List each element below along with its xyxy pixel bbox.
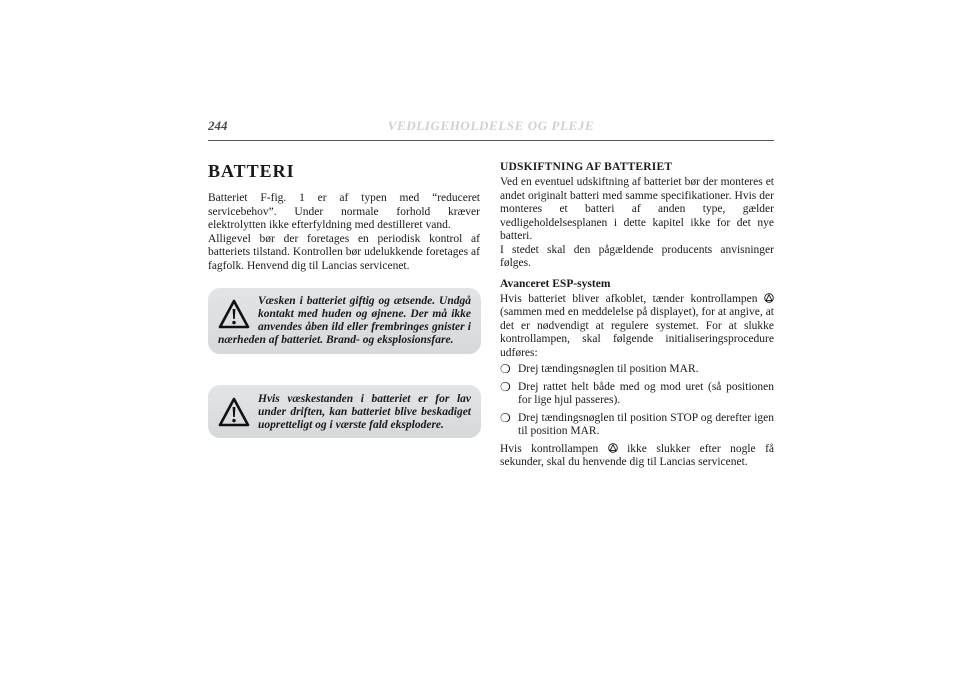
warning-box-1 — [208, 288, 481, 354]
esp-outro — [500, 443, 774, 470]
esp-warning-lamp-icon — [608, 443, 618, 453]
warning-box-2 — [208, 385, 481, 438]
list-item: ❍ Drej tændingsnøglen til position MAR. — [500, 362, 699, 376]
esp-warning-lamp-icon — [764, 293, 774, 303]
battery-paragraph-1: Batteriet F-fig. 1 er af typen med “reduceret servicebehov”. Under normale forhold kræver elektrolytten ikke efterfyldning med destilleret vand. — [208, 192, 480, 231]
replace-paragraph-1: Ved en eventuel udskiftning af batteriet bør der monteres et andet originalt batteri med samme specifikationer. Hvis der monteres et batteri af anden type, gælder vedligeholdelsesplanen i dette kapitel ikke for det nye batteri. — [500, 176, 774, 242]
esp-outro-continued: ikke slukker efter nogle få sekunder, skal du henvende dig til Lancias servicenet. — [500, 442, 775, 468]
esp-intro-continued: (sammen med en meddelelse på displayet), for at angive, at det er nødvendigt at regulere systemet. For at slukke kontrollampen, skal følgende initialiseringsprocedure udføres: — [500, 306, 774, 359]
header-rule — [208, 140, 774, 141]
left-column — [208, 160, 480, 273]
page-header — [208, 118, 774, 138]
warning-triangle-icon — [218, 397, 250, 427]
replace-heading: UDSKIFTNING AF BATTERIET — [500, 161, 673, 173]
page-number: 244 — [208, 118, 228, 133]
esp-outro-text: Hvis kontrollampen — [500, 442, 599, 455]
list-item: ❍ Drej rattet helt både med og mod uret (så positionen for lige hjul passeres). — [500, 379, 774, 406]
list-item: ❍ Drej tændingsnøglen til position STOP og derefter igen til position MAR. — [500, 410, 774, 437]
esp-intro-text: Hvis batteriet bliver afkoblet, tænder kontrollampen — [500, 292, 758, 305]
right-column — [500, 160, 774, 470]
bullet-icon: ❍ — [500, 410, 511, 425]
esp-intro — [500, 293, 774, 361]
section-title: BATTERI — [208, 161, 295, 181]
esp-heading: Avanceret ESP-system — [500, 277, 611, 290]
procedure-steps — [500, 363, 774, 439]
warning-text-1: Væsken i batteriet giftig og ætsende. Undgå kontakt med huden og øjnene. Der må ikke anvendes åben ild eller frembringes gnister i nærheden af batteriet. Brand- og eksplosionsfare. — [218, 295, 471, 346]
warning-triangle-icon — [218, 299, 250, 329]
bullet-icon: ❍ — [500, 362, 511, 376]
warning-text-2: Hvis væskestanden i batteriet er for lav under driften, kan batteriet blive beskadiget uopretteligt og i værste fald eksplodere. — [258, 393, 471, 431]
replace-paragraph-2: I stedet skal den pågældende producents anvisninger følges. — [500, 243, 774, 269]
running-title: VEDLIGEHOLDELSE OG PLEJE — [387, 118, 595, 133]
battery-paragraph-2: Alligevel bør der foretages en periodisk kontrol af batteriets tilstand. Kontrollen bør udelukkende foretages af fagfolk. Henvend dig til Lancias servicenet. — [208, 232, 480, 272]
bullet-icon: ❍ — [500, 379, 511, 394]
